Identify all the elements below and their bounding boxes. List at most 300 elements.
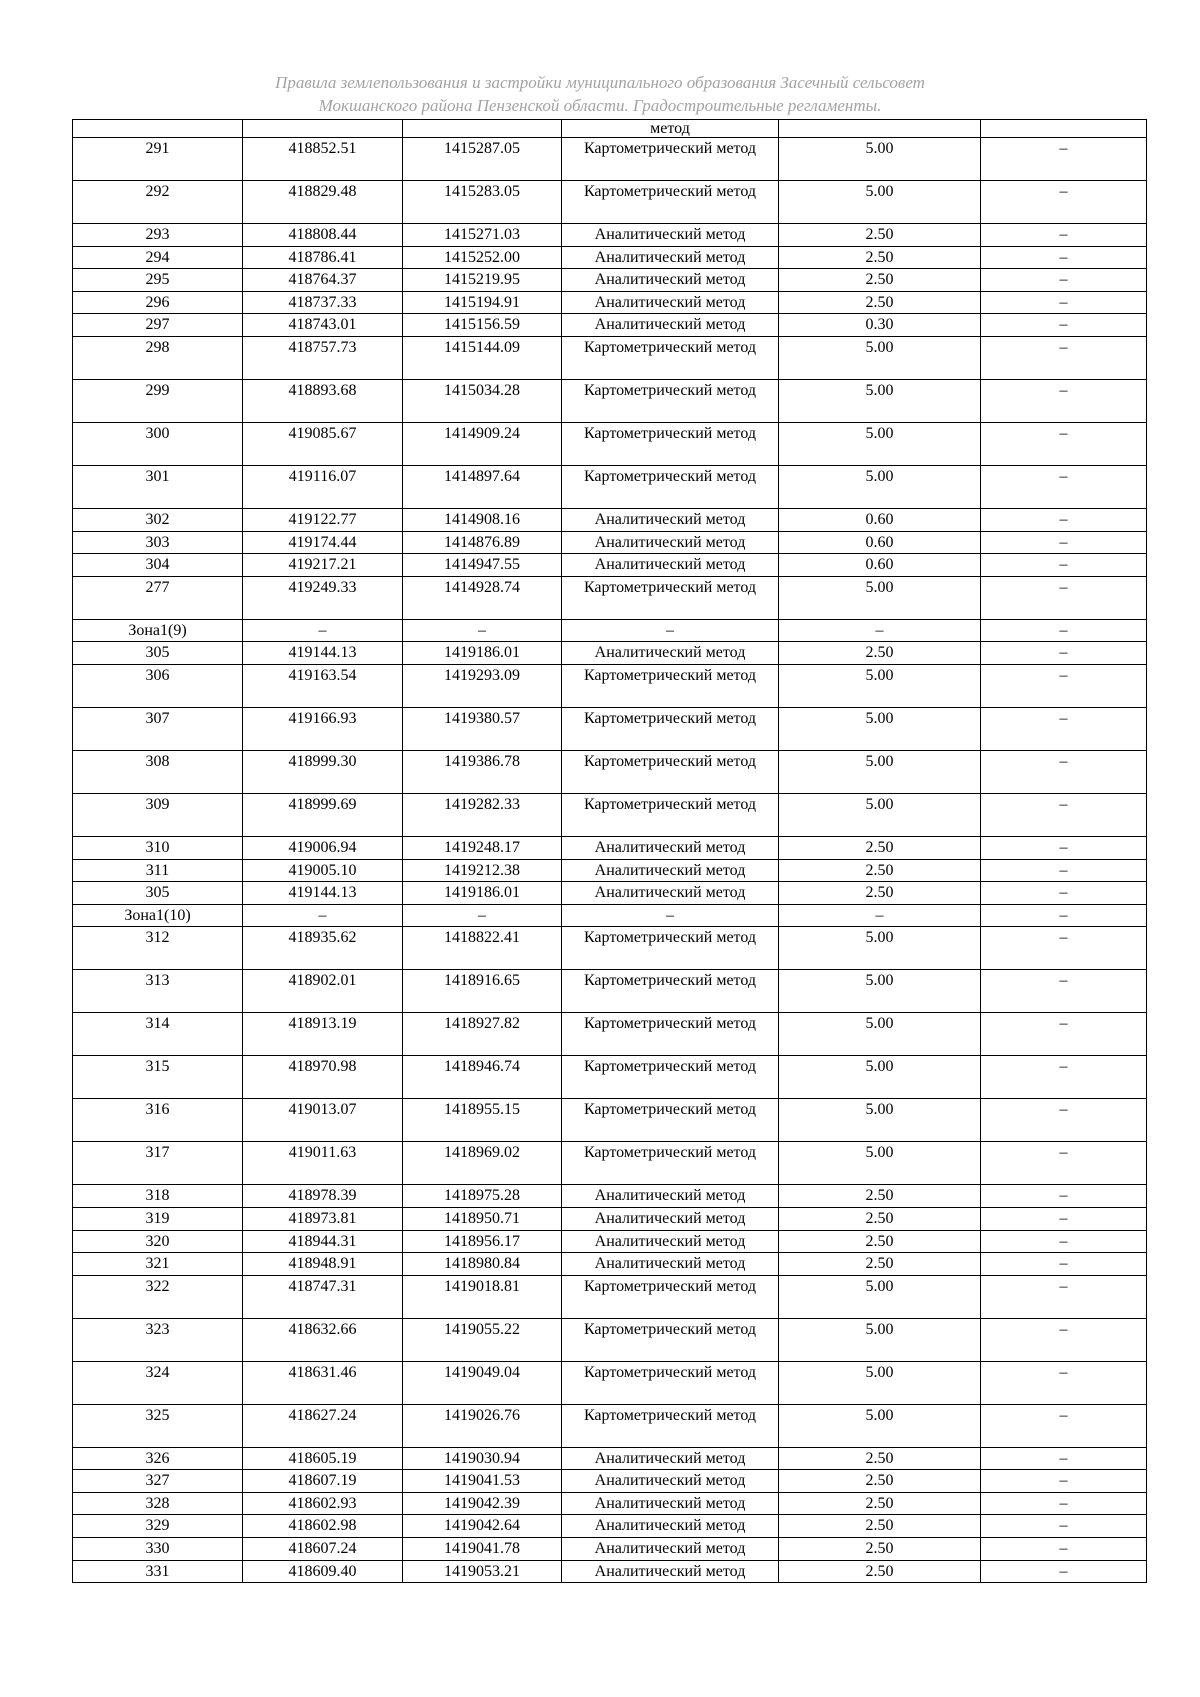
note-cell: – [981,1230,1147,1253]
y-coordinate-cell: 1419186.01 [403,882,562,905]
method-cell: Картометрический метод [562,576,779,619]
table-row [73,465,1147,508]
method-cell: Аналитический метод [562,1230,779,1253]
accuracy-cell: 2.50 [779,224,981,247]
accuracy-cell: 2.50 [779,1253,981,1276]
note-cell: – [981,508,1147,531]
x-coordinate-cell: 419005.10 [243,859,403,882]
y-coordinate-cell: 1418946.74 [403,1056,562,1099]
point-number-cell: 318 [73,1185,243,1208]
table-row [73,1013,1147,1056]
accuracy-cell: 2.50 [779,859,981,882]
note-cell: – [981,1185,1147,1208]
table-row [73,314,1147,337]
note-cell: – [981,1056,1147,1099]
note-cell: – [981,1318,1147,1361]
method-cell: Аналитический метод [562,554,779,577]
y-coordinate-cell: 1419248.17 [403,836,562,859]
accuracy-cell: 5.00 [779,970,981,1013]
point-number-cell: 302 [73,508,243,531]
y-coordinate-cell: 1415252.00 [403,246,562,269]
x-coordinate-cell: 418893.68 [243,379,403,422]
accuracy-cell: 2.50 [779,642,981,665]
accuracy-cell: 5.00 [779,1275,981,1318]
y-coordinate-cell: 1419282.33 [403,793,562,836]
accuracy-cell: 2.50 [779,246,981,269]
accuracy-cell: 2.50 [779,291,981,314]
note-cell: – [981,224,1147,247]
accuracy-cell: 0.60 [779,554,981,577]
y-coordinate-cell: 1419293.09 [403,664,562,707]
accuracy-cell: 2.50 [779,1470,981,1493]
point-number-cell: 323 [73,1318,243,1361]
accuracy-cell: 2.50 [779,1538,981,1561]
note-cell: – [981,750,1147,793]
zone-row [73,619,1147,642]
y-coordinate-cell: 1419026.76 [403,1404,562,1447]
method-cell: Аналитический метод [562,1515,779,1538]
table-row [73,576,1147,619]
method-cell: Аналитический метод [562,1560,779,1583]
x-coordinate-cell: 418935.62 [243,927,403,970]
note-cell: – [981,793,1147,836]
method-cell: Аналитический метод [562,1207,779,1230]
y-coordinate-cell: 1418950.71 [403,1207,562,1230]
table-row [73,1318,1147,1361]
point-number-cell: 293 [73,224,243,247]
method-cell: Картометрический метод [562,422,779,465]
table-row [73,664,1147,707]
y-coordinate-cell: 1419380.57 [403,707,562,750]
y-coordinate-cell: 1415034.28 [403,379,562,422]
table-row [73,336,1147,379]
y-coordinate-cell: 1418822.41 [403,927,562,970]
table-row [73,1447,1147,1470]
x-coordinate-cell: 419013.07 [243,1099,403,1142]
x-coordinate-cell: 418605.19 [243,1447,403,1470]
accuracy-cell: 5.00 [779,927,981,970]
method-cell: Аналитический метод [562,882,779,905]
point-number-cell: 322 [73,1275,243,1318]
table-row [73,554,1147,577]
point-number-cell: 303 [73,531,243,554]
note-cell: – [981,181,1147,224]
note-cell: – [981,1560,1147,1583]
method-cell: Картометрический метод [562,336,779,379]
accuracy-cell: 0.30 [779,314,981,337]
method-cell: Аналитический метод [562,291,779,314]
note-cell: – [981,1253,1147,1276]
accuracy-cell: 5.00 [779,138,981,181]
y-coordinate-cell: 1414928.74 [403,576,562,619]
point-number-cell: 301 [73,465,243,508]
table-row [73,1230,1147,1253]
accuracy-cell: 5.00 [779,793,981,836]
y-coordinate-cell: 1419049.04 [403,1361,562,1404]
note-cell: – [981,707,1147,750]
table-row [73,1492,1147,1515]
accuracy-cell: 2.50 [779,882,981,905]
table-row [73,291,1147,314]
note-cell: – [981,1538,1147,1561]
header-line-2: Мокшанского района Пензенской области. Градостроительные регламенты. [318,96,882,115]
accuracy-cell: 5.00 [779,1099,981,1142]
accuracy-cell: – [779,619,981,642]
note-cell: – [981,1470,1147,1493]
note-cell: – [981,1142,1147,1185]
y-coordinate-cell: 1419041.78 [403,1538,562,1561]
method-cell: Аналитический метод [562,1538,779,1561]
accuracy-cell: 2.50 [779,1230,981,1253]
table-row [73,246,1147,269]
accuracy-cell: 5.00 [779,750,981,793]
y-coordinate-cell: 1415144.09 [403,336,562,379]
note-cell: – [981,1207,1147,1230]
accuracy-cell: 5.00 [779,1056,981,1099]
y-coordinate-cell: 1419042.64 [403,1515,562,1538]
method-cell: Аналитический метод [562,1470,779,1493]
y-coordinate-cell: 1415156.59 [403,314,562,337]
y-coordinate-cell: 1419030.94 [403,1447,562,1470]
note-cell: – [981,664,1147,707]
x-coordinate-cell: 418999.30 [243,750,403,793]
y-coordinate-cell: 1414947.55 [403,554,562,577]
zone-row [73,904,1147,927]
y-coordinate-cell: – [403,619,562,642]
table-row [73,1185,1147,1208]
continuation-cell: метод [562,120,779,138]
coordinates-table [72,119,1147,1583]
x-coordinate-cell: 418602.98 [243,1515,403,1538]
note-cell: – [981,927,1147,970]
x-coordinate-cell: 418913.19 [243,1013,403,1056]
point-number-cell: 292 [73,181,243,224]
point-number-cell: 308 [73,750,243,793]
x-coordinate-cell: 419249.33 [243,576,403,619]
point-number-cell: 329 [73,1515,243,1538]
table-row [73,1275,1147,1318]
note-cell: – [981,619,1147,642]
method-cell: Картометрический метод [562,1099,779,1142]
y-coordinate-cell: 1419041.53 [403,1470,562,1493]
x-coordinate-cell: 418829.48 [243,181,403,224]
method-cell: Аналитический метод [562,269,779,292]
y-coordinate-cell: 1419386.78 [403,750,562,793]
x-coordinate-cell: 418607.19 [243,1470,403,1493]
accuracy-cell: 5.00 [779,336,981,379]
accuracy-cell: 2.50 [779,1492,981,1515]
method-cell: Картометрический метод [562,465,779,508]
point-number-cell: 324 [73,1361,243,1404]
accuracy-cell: 2.50 [779,269,981,292]
note-cell: – [981,314,1147,337]
point-number-cell: 296 [73,291,243,314]
x-coordinate-cell: 418747.31 [243,1275,403,1318]
method-cell: Картометрический метод [562,707,779,750]
x-coordinate-cell: – [243,619,403,642]
note-cell: – [981,1361,1147,1404]
x-coordinate-cell: 418743.01 [243,314,403,337]
method-cell: – [562,904,779,927]
point-number-cell: 306 [73,664,243,707]
accuracy-cell: 5.00 [779,181,981,224]
y-coordinate-cell: 1418956.17 [403,1230,562,1253]
y-coordinate-cell: 1419018.81 [403,1275,562,1318]
accuracy-cell: 0.60 [779,508,981,531]
method-cell: Картометрический метод [562,970,779,1013]
table-row [73,1470,1147,1493]
x-coordinate-cell: 419144.13 [243,882,403,905]
point-number-cell: 330 [73,1538,243,1561]
note-cell: – [981,1013,1147,1056]
point-number-cell: 321 [73,1253,243,1276]
y-coordinate-cell: 1414897.64 [403,465,562,508]
table-row [73,269,1147,292]
x-coordinate-cell: 418786.41 [243,246,403,269]
table-row [73,1515,1147,1538]
x-coordinate-cell: 418607.24 [243,1538,403,1561]
y-coordinate-cell: 1419053.21 [403,1560,562,1583]
x-coordinate-cell: 418609.40 [243,1560,403,1583]
method-cell: Картометрический метод [562,1142,779,1185]
y-coordinate-cell: 1414908.16 [403,508,562,531]
point-number-cell: 305 [73,882,243,905]
x-coordinate-cell: 418757.73 [243,336,403,379]
accuracy-cell: 5.00 [779,1142,981,1185]
point-number-cell: 311 [73,859,243,882]
method-cell: Аналитический метод [562,642,779,665]
table-row [73,1253,1147,1276]
method-cell: Картометрический метод [562,138,779,181]
x-coordinate-cell: 418627.24 [243,1404,403,1447]
y-coordinate-cell: 1418916.65 [403,970,562,1013]
point-number-cell: 328 [73,1492,243,1515]
note-cell: – [981,269,1147,292]
x-coordinate-cell: 418852.51 [243,138,403,181]
x-coordinate-cell: 418973.81 [243,1207,403,1230]
method-cell: Картометрический метод [562,750,779,793]
method-cell: Картометрический метод [562,927,779,970]
note-cell: – [981,531,1147,554]
point-number-cell: 298 [73,336,243,379]
table-row [73,422,1147,465]
table-row [73,1142,1147,1185]
x-coordinate-cell: 419163.54 [243,664,403,707]
x-coordinate-cell: 419011.63 [243,1142,403,1185]
x-coordinate-cell: 418764.37 [243,269,403,292]
note-cell: – [981,291,1147,314]
method-cell: Аналитический метод [562,246,779,269]
table-row [73,859,1147,882]
note-cell: – [981,465,1147,508]
point-number-cell: 300 [73,422,243,465]
y-coordinate-cell: 1418955.15 [403,1099,562,1142]
table-row [73,181,1147,224]
x-coordinate-cell: 419217.21 [243,554,403,577]
note-cell: – [981,836,1147,859]
y-coordinate-cell: 1418927.82 [403,1013,562,1056]
x-coordinate-cell: 418902.01 [243,970,403,1013]
table-row [73,750,1147,793]
table-row [73,531,1147,554]
y-coordinate-cell: 1418975.28 [403,1185,562,1208]
table-row [73,138,1147,181]
method-cell: Картометрический метод [562,1318,779,1361]
y-coordinate-cell: 1415194.91 [403,291,562,314]
accuracy-cell: 0.60 [779,531,981,554]
x-coordinate-cell: 419166.93 [243,707,403,750]
point-number-cell: 295 [73,269,243,292]
y-coordinate-cell: 1419055.22 [403,1318,562,1361]
x-coordinate-cell: 418999.69 [243,793,403,836]
method-cell: Картометрический метод [562,1404,779,1447]
table-row [73,707,1147,750]
point-number-cell: 327 [73,1470,243,1493]
y-coordinate-cell: 1414909.24 [403,422,562,465]
x-coordinate-cell: 419006.94 [243,836,403,859]
continuation-row [73,120,1147,138]
accuracy-cell: 5.00 [779,1318,981,1361]
accuracy-cell: 2.50 [779,1515,981,1538]
note-cell: – [981,904,1147,927]
table-row [73,1361,1147,1404]
method-cell: Картометрический метод [562,1056,779,1099]
y-coordinate-cell: 1415287.05 [403,138,562,181]
method-cell: Картометрический метод [562,664,779,707]
accuracy-cell: 2.50 [779,1447,981,1470]
point-number-cell: 277 [73,576,243,619]
page-header [0,71,1200,117]
point-number-cell: Зона1(9) [73,619,243,642]
table-row [73,642,1147,665]
note-cell: – [981,336,1147,379]
point-number-cell: 319 [73,1207,243,1230]
point-number-cell: 320 [73,1230,243,1253]
y-coordinate-cell: 1419186.01 [403,642,562,665]
note-cell: – [981,246,1147,269]
x-coordinate-cell: 419174.44 [243,531,403,554]
note-cell: – [981,859,1147,882]
method-cell: Картометрический метод [562,1275,779,1318]
header-line-1: Правила землепользования и застройки муниципального образования Засечный сельсовет [275,73,925,92]
accuracy-cell: 5.00 [779,576,981,619]
note-cell: – [981,1099,1147,1142]
y-coordinate-cell: 1418980.84 [403,1253,562,1276]
table-row [73,1538,1147,1561]
point-number-cell: 310 [73,836,243,859]
method-cell: Картометрический метод [562,1361,779,1404]
y-coordinate-cell: 1415219.95 [403,269,562,292]
method-cell: Картометрический метод [562,1013,779,1056]
x-coordinate-cell: 418632.66 [243,1318,403,1361]
note-cell: – [981,576,1147,619]
accuracy-cell: 5.00 [779,1404,981,1447]
accuracy-cell: 5.00 [779,1361,981,1404]
method-cell: Аналитический метод [562,1185,779,1208]
method-cell: Аналитический метод [562,1492,779,1515]
point-number-cell: 307 [73,707,243,750]
point-number-cell: 297 [73,314,243,337]
accuracy-cell: 5.00 [779,1013,981,1056]
note-cell: – [981,642,1147,665]
x-coordinate-cell: 418944.31 [243,1230,403,1253]
accuracy-cell: 2.50 [779,836,981,859]
table-row [73,379,1147,422]
note-cell: – [981,970,1147,1013]
method-cell: Картометрический метод [562,793,779,836]
note-cell: – [981,422,1147,465]
method-cell: – [562,619,779,642]
y-coordinate-cell: 1415271.03 [403,224,562,247]
x-coordinate-cell: 418631.46 [243,1361,403,1404]
point-number-cell: 314 [73,1013,243,1056]
y-coordinate-cell: – [403,904,562,927]
note-cell: – [981,379,1147,422]
x-coordinate-cell: 418737.33 [243,291,403,314]
table-row [73,836,1147,859]
point-number-cell: 305 [73,642,243,665]
point-number-cell: 309 [73,793,243,836]
note-cell: – [981,1492,1147,1515]
x-coordinate-cell: 418970.98 [243,1056,403,1099]
note-cell: – [981,554,1147,577]
table-row [73,793,1147,836]
point-number-cell: 315 [73,1056,243,1099]
x-coordinate-cell: 419144.13 [243,642,403,665]
note-cell: – [981,1404,1147,1447]
table-row [73,970,1147,1013]
point-number-cell: Зона1(10) [73,904,243,927]
x-coordinate-cell: 418948.91 [243,1253,403,1276]
x-coordinate-cell: 418978.39 [243,1185,403,1208]
y-coordinate-cell: 1414876.89 [403,531,562,554]
x-coordinate-cell: 418602.93 [243,1492,403,1515]
x-coordinate-cell: – [243,904,403,927]
accuracy-cell: 5.00 [779,422,981,465]
y-coordinate-cell: 1419042.39 [403,1492,562,1515]
accuracy-cell: 5.00 [779,465,981,508]
method-cell: Аналитический метод [562,1253,779,1276]
accuracy-cell: 2.50 [779,1560,981,1583]
point-number-cell: 313 [73,970,243,1013]
point-number-cell: 291 [73,138,243,181]
point-number-cell: 325 [73,1404,243,1447]
note-cell: – [981,138,1147,181]
x-coordinate-cell: 419122.77 [243,508,403,531]
x-coordinate-cell: 418808.44 [243,224,403,247]
table-row [73,1560,1147,1583]
table-row [73,224,1147,247]
y-coordinate-cell: 1419212.38 [403,859,562,882]
method-cell: Аналитический метод [562,224,779,247]
table-row [73,1099,1147,1142]
y-coordinate-cell: 1418969.02 [403,1142,562,1185]
point-number-cell: 299 [73,379,243,422]
note-cell: – [981,882,1147,905]
method-cell: Аналитический метод [562,531,779,554]
method-cell: Аналитический метод [562,1447,779,1470]
note-cell: – [981,1515,1147,1538]
method-cell: Аналитический метод [562,836,779,859]
table-row [73,1404,1147,1447]
table-row [73,882,1147,905]
point-number-cell: 304 [73,554,243,577]
method-cell: Картометрический метод [562,379,779,422]
point-number-cell: 326 [73,1447,243,1470]
accuracy-cell: 2.50 [779,1207,981,1230]
point-number-cell: 331 [73,1560,243,1583]
method-cell: Картометрический метод [562,181,779,224]
